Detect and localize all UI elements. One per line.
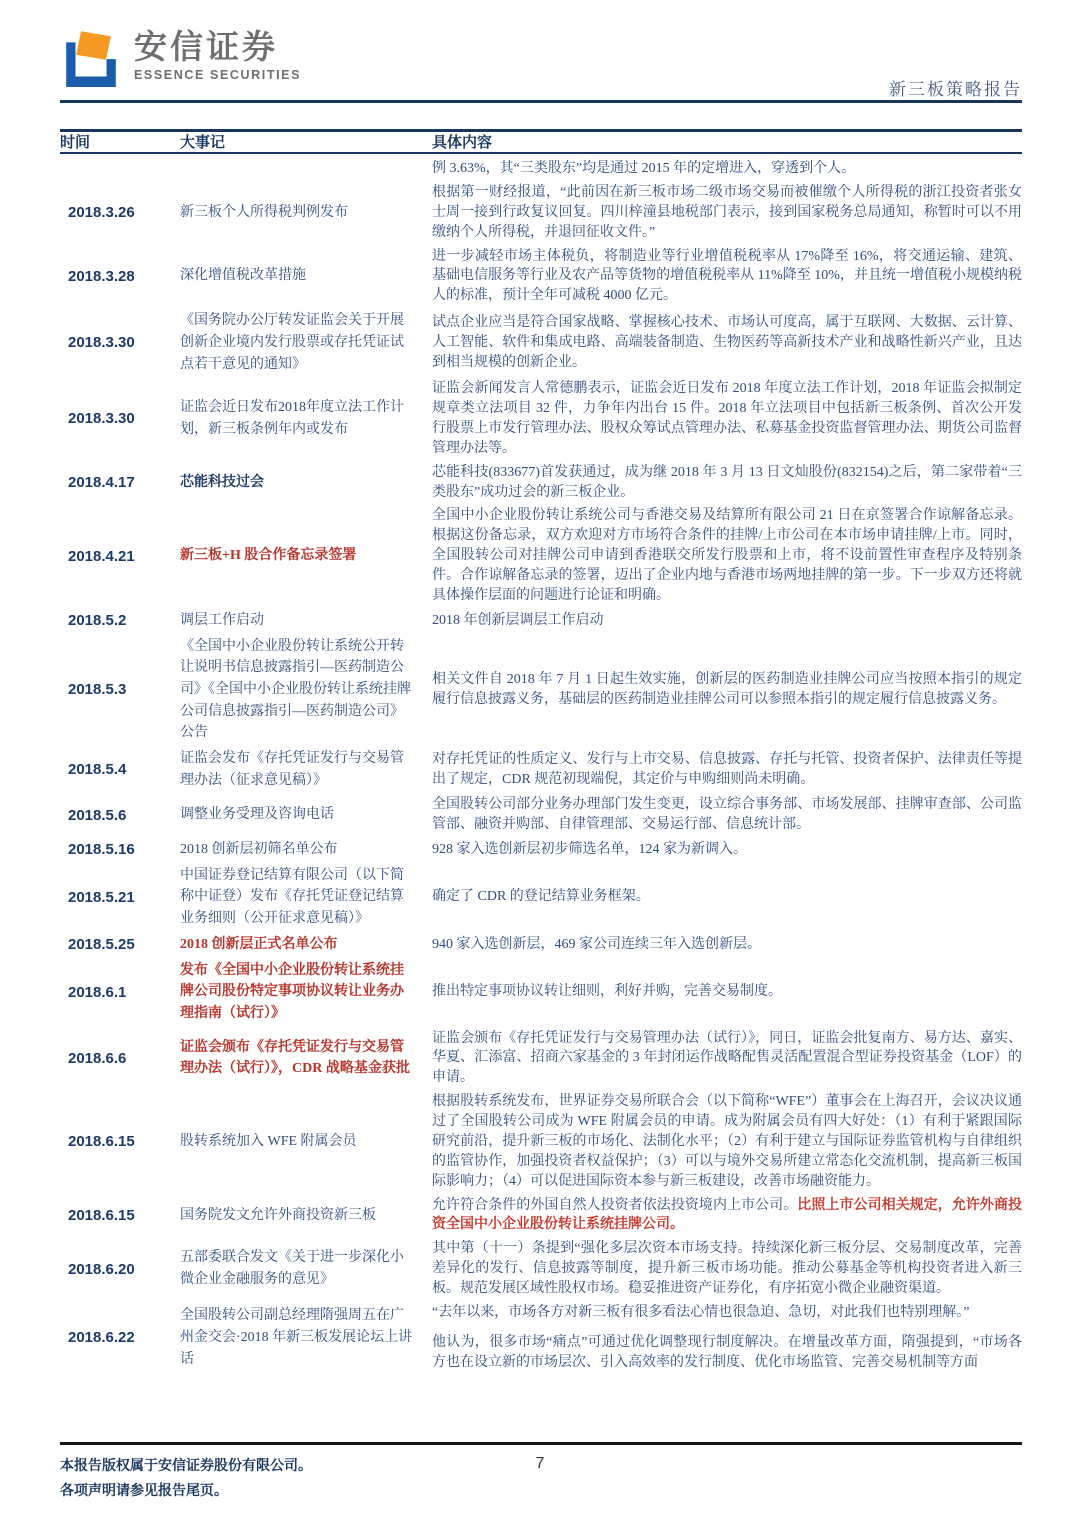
row-event [180, 545, 432, 567]
column-header-detail: 具体内容 [432, 135, 493, 151]
row-date: 2018.6.6 [68, 1049, 127, 1067]
table-row [60, 157, 1022, 181]
row-event [180, 1037, 432, 1080]
row-date: 2018.6.15 [68, 1133, 135, 1151]
detail-paragraph [432, 670, 1022, 710]
row-date: 2018.4.17 [68, 474, 135, 492]
table-row [60, 504, 1022, 607]
header-divider [60, 100, 1022, 103]
table-row [60, 245, 1022, 309]
row-event [180, 1247, 432, 1290]
column-header-event: 大事记 [180, 135, 226, 151]
row-details [432, 1239, 1022, 1299]
row-event [180, 865, 432, 930]
row-date: 2018.6.22 [68, 1329, 135, 1347]
row-details [432, 840, 1022, 860]
row-details [432, 1092, 1022, 1191]
detail-paragraph [432, 1239, 1022, 1299]
table-row [60, 608, 1022, 634]
row-date: 2018.6.20 [68, 1260, 135, 1278]
footer-line1: 本报告版权属于安信证券股份有限公司。 [60, 1459, 312, 1474]
row-details [432, 1303, 1022, 1373]
row-date: 2018.5.3 [68, 681, 127, 699]
row-date: 2018.4.21 [68, 547, 135, 565]
row-event [180, 934, 432, 956]
row-event [180, 1305, 432, 1370]
text-run: 全国股转公司副总经理隋强周五在广州金交会·2018 年新三板发展论坛上讲话 [180, 1308, 413, 1367]
text-run: 证监会发布《存托凭证发行与交易管理办法（征求意见稿）》 [180, 750, 404, 788]
text-run: 比照上市公司相关规定，允许外商投资全国中小企业股份转让系统挂牌公司。 [432, 1197, 1023, 1233]
table-row [60, 308, 1022, 377]
text-run: 928 家入选创新层初步筛选名单，124 家为新调入。 [432, 841, 747, 857]
table-row [60, 634, 1022, 746]
row-event [180, 472, 432, 494]
row-details [432, 247, 1022, 307]
row-event [180, 610, 432, 632]
detail-paragraph [432, 935, 1022, 955]
row-details [432, 313, 1022, 373]
row-event [180, 960, 432, 1025]
row-details [432, 935, 1022, 955]
table-row [60, 461, 1022, 505]
text-run: 进一步减轻市场主体税负，将制造业等行业增值税税率从 17%降至 16%，将交通运输、建筑、基础电信服务等行业及农产品等货物的增值税税率从 11%降至 10%，并且统一增值税小规模纳税人的标准，预计全年可减税 4000 亿元。 [432, 248, 1022, 304]
detail-paragraph [432, 247, 1022, 307]
text-run: 940 家入选创新层，469 家公司连续三年入选创新层。 [432, 936, 761, 952]
text-run: 2018 年创新层调层工作启动 [432, 612, 604, 628]
text-run: 根据第一财经报道，“此前因在新三板市场二级市场交易而被催缴个人所得税的浙江投资者张女士周一接到行政复议回复。四川梓潼县地税部门表示，接到国家税务总局通知，称暂时可以不用缴纳个人所得税，并退回征收文件。” [432, 184, 1022, 240]
table-header-row [60, 131, 1022, 152]
table-row [60, 1194, 1022, 1238]
text-run: 其中第（十一）条提到“强化多层次资本市场支持。持续深化新三板分层、交易制度改革，完善差异化的发行、信息披露等制度，提升新三板市场功能。推动公募基金等机构投资者进入新三板。规范发展区域性股权市场。稳妥推进资产证券化，有序拓宽小微企业融资渠道。 [432, 1241, 1022, 1297]
detail-paragraph [432, 795, 1022, 835]
row-details [432, 183, 1022, 243]
detail-paragraph [432, 159, 1022, 179]
company-logo [60, 30, 1022, 92]
row-date: 2018.3.30 [68, 410, 135, 428]
table-row [60, 958, 1022, 1027]
text-run: 新三板+H 股合作备忘录签署 [180, 548, 357, 564]
detail-paragraph [432, 379, 1022, 459]
table-row [60, 746, 1022, 793]
table-row [60, 1027, 1022, 1091]
text-run: 五部委联合发文《关于进一步深化小微企业金融服务的意见》 [180, 1250, 404, 1288]
row-date: 2018.3.28 [68, 267, 135, 285]
company-name-en: ESSENCE SECURITIES [134, 67, 302, 82]
detail-paragraph [432, 313, 1022, 373]
row-date: 2018.5.6 [68, 806, 127, 824]
text-run: 证监会近日发布2018年度立法工作计划，新三板条例年内或发布 [180, 400, 404, 437]
row-date: 2018.5.21 [68, 888, 135, 906]
row-date: 2018.5.25 [68, 936, 135, 954]
row-details [432, 887, 1022, 907]
table-row [60, 1237, 1022, 1301]
text-run: 对存托凭证的性质定义、发行与上市交易、信息披露、存托与托管、投资者保护、法律责任等提出了规定，CDR 规范初现端倪，其定价与申购细则尚未明确。 [432, 751, 1022, 787]
text-run: 允许符合条件的外国自然人投资者依法投资境内上市公司。 [432, 1197, 798, 1213]
row-event [180, 397, 432, 440]
detail-paragraph [432, 611, 1022, 631]
text-run: 《国务院办公厅转发证监会关于开展创新企业境内发行股票或存托凭证试点若干意见的通知》 [180, 313, 404, 372]
row-details [432, 670, 1022, 710]
text-run: 深化增值税改革措施 [180, 268, 306, 284]
table-row [60, 181, 1022, 245]
footer-divider [60, 1442, 1022, 1445]
table-row [60, 837, 1022, 863]
row-date: 2018.5.2 [68, 612, 127, 630]
text-run: 证监会颁布《存托凭证发行与交易管理办法（试行）》，CDR 战略基金获批 [180, 1039, 410, 1077]
detail-paragraph [432, 1333, 1022, 1373]
row-details [432, 159, 1022, 179]
row-event [180, 636, 432, 744]
row-event [180, 1205, 432, 1227]
row-date: 2018.6.1 [68, 983, 127, 1001]
row-date: 2018.3.26 [68, 204, 135, 222]
row-date: 2018.5.16 [68, 841, 135, 859]
text-run: 全国股转公司部分业务办理部门发生变更，设立综合事务部、市场发展部、挂牌审查部、公司监管部、融资并购部、自律管理部、交易运行部、信息统计部。 [432, 797, 1022, 833]
company-name-cn: 安信证券 [134, 28, 278, 65]
text-run: 推出特定事项协议转让细则，利好并购，完善交易制度。 [432, 984, 782, 1000]
row-details [432, 379, 1022, 459]
table-row [60, 377, 1022, 461]
text-run: 中国证券登记结算有限公司（以下简称中证登）发布《存托凭证登记结算业务细则（公开征求意见稿）》 [180, 867, 404, 927]
text-run: 2018 创新层正式名单公布 [180, 936, 338, 952]
detail-paragraph [432, 840, 1022, 860]
row-date: 2018.6.15 [68, 1206, 135, 1224]
table-row [60, 863, 1022, 932]
detail-paragraph [432, 750, 1022, 790]
detail-paragraph [432, 183, 1022, 243]
row-details [432, 463, 1022, 503]
report-type-label: 新三板策略报告 [889, 80, 1022, 99]
text-run: 证监会颁布《存托凭证发行与交易管理办法（试行）》，同日，证监会批复南方、易方达、嘉实、华夏、汇添富、招商六家基金的 3 年封闭运作战略配售灵活配置混合型证券投资基金（LOF）的申请。 [432, 1030, 1022, 1086]
detail-paragraph [432, 506, 1022, 605]
page-number: 7 [535, 1455, 545, 1472]
table-row [60, 793, 1022, 837]
text-run: 调整业务受理及咨询电话 [180, 807, 334, 823]
row-event [180, 748, 432, 791]
text-run: 发布《全国中小企业股份转让系统挂牌公司股份特定事项协议转让业务办理指南（试行）》 [180, 962, 404, 1021]
detail-paragraph [432, 1196, 1022, 1236]
row-date: 2018.3.30 [68, 334, 135, 352]
text-run: 芯能科技过会 [180, 474, 264, 490]
detail-paragraph [432, 1092, 1022, 1191]
row-details [432, 1029, 1022, 1089]
text-run: 新三板个人所得税判例发布 [180, 204, 348, 220]
text-run: “去年以来，市场各方对新三板有很多看法心情也很急迫、急切，对此我们也特别理解。” [432, 1304, 970, 1320]
detail-paragraph [432, 463, 1022, 503]
text-run: 试点企业应当是符合国家战略、掌握核心技术、市场认可度高，属于互联网、大数据、云计算、人工智能、软件和集成电路、高端装备制造、生物医药等高新技术产业和战略性新兴产业，且达到相当规模的创新企业。 [432, 314, 1022, 370]
row-date: 2018.5.4 [68, 761, 127, 779]
essence-logo-icon [60, 30, 122, 92]
row-event [180, 804, 432, 826]
row-event [180, 202, 432, 224]
row-event [180, 1131, 432, 1153]
text-run: 股转系统加入 WFE 附属会员 [180, 1134, 357, 1150]
detail-paragraph [432, 1029, 1022, 1089]
row-event [180, 265, 432, 287]
table-row [60, 1090, 1022, 1193]
row-details [432, 750, 1022, 790]
detail-paragraph [432, 887, 1022, 907]
table-row [60, 932, 1022, 958]
text-run: 确定了 CDR 的登记结算业务框架。 [432, 889, 650, 905]
row-details [432, 795, 1022, 835]
row-details [432, 506, 1022, 605]
detail-paragraph [432, 982, 1022, 1002]
text-run: 《全国中小企业股份转让系统公开转让说明书信息披露指引—医药制造公司》《全国中小企业股份转让系统挂牌公司信息披露指引—医药制造公司》公告 [180, 638, 411, 741]
text-run: 相关文件自 2018 年 7 月 1 日起生效实施，创新层的医药制造业挂牌公司应当按照本指引的规定履行信息披露义务，基础层的医药制造业挂牌公司可以参照本指引的规定履行信息披露义务。 [432, 671, 1022, 707]
text-run: 证监会新闻发言人常德鹏表示，证监会近日发布 2018 年度立法工作计划，2018 年证监会拟制定规章类立法项目 32 件，力争年内出台 15 件。2018 年立法项目中包括新三板条例、首次公开发行股票上市发行管理办法、股权众筹试点管理办法、私募基金投资监督管理办法、期货公司监督管理办法等。 [432, 381, 1022, 456]
page-header [60, 30, 1022, 102]
text-run: 全国中小企业股份转让系统公司与香港交易及结算所有限公司 21 日在京签署合作谅解备忘录。根据这份备忘录，双方欢迎对方市场符合条件的挂牌/上市公司在本市场申请挂牌/上市。同时，全国股转公司对挂牌公司申请到香港联交所发行股票和上市，将不设前置性审查程序及特别条件。合作谅解备忘录的签署，迈出了企业内地与香港市场两地挂牌的第一步。下一步双方还将就具体操作层面的问题进行论证和明确。 [432, 508, 1022, 603]
text-run: 例 3.63%，其“三类股东”均是通过 2015 年的定增进入，穿透到个人。 [432, 161, 856, 176]
row-details [432, 611, 1022, 631]
footer-line2: 各项声明请参见报告尾页。 [60, 1483, 228, 1499]
text-run: 2018 创新层初筛名单公布 [180, 842, 338, 858]
text-run: 芯能科技(833677)首发获通过，成为继 2018 年 3 月 13 日文灿股份(832154)之后，第二家带着“三类股东”成功过会的新三板企业。 [432, 464, 1022, 500]
detail-paragraph [432, 1303, 1022, 1323]
text-run: 国务院发文允许外商投资新三板 [180, 1207, 376, 1223]
row-event [180, 310, 432, 375]
events-table-body [60, 157, 1022, 1375]
table-row [60, 1301, 1022, 1375]
column-header-time: 时间 [60, 135, 91, 151]
text-run: 根据股转系统发布，世界证券交易所联合会（以下简称“WFE”）董事会在上海召开，会议决议通过了全国股转公司成为 WFE 附属会员的申请。成为附属会员有四大好处：（1）有利于紧跟国际研究前沿，提升新三板的市场化、法制化水平；（2）有利于建立与国际证券监管机构与自律组织的监管协作，加强投资者权益保护；（3）可以与境外交易所建立常态化交流机制，提高新三板国际影响力；（4）可以促进国际资本参与新三板建设，改善市场融资能力。 [432, 1094, 1022, 1189]
row-details [432, 982, 1022, 1002]
table-header-underline [60, 152, 1022, 154]
row-details [432, 1196, 1022, 1236]
row-event [180, 839, 432, 861]
text-run: 调层工作启动 [180, 612, 264, 628]
text-run: 他认为，很多市场“痛点”可通过优化调整现行制度解决。在增量改革方面，隋强提到，“市场各方也在设立新的市场层次、引入高效率的发行制度、优化市场监管、完善交易机制等方面 [432, 1334, 1022, 1370]
